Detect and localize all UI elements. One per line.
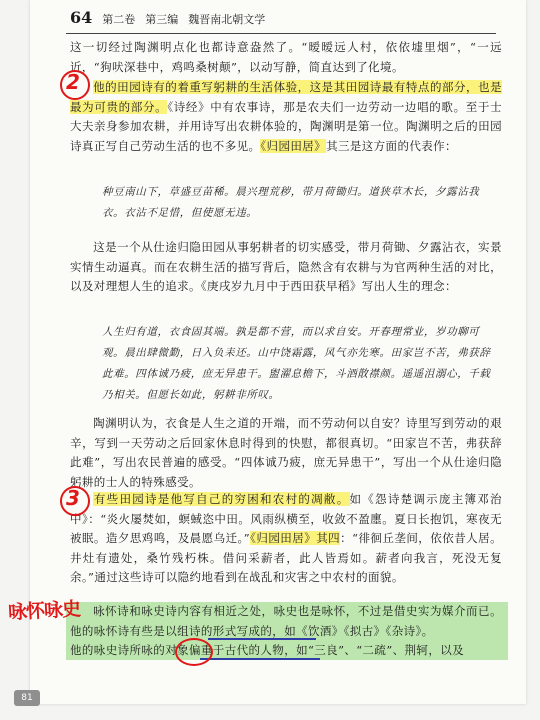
paragraph-text: 《诗经》中有农事诗，那是农夫们一边劳动一边唱的歌。至于士大夫亲身参加农耕，并用诗写出农耕体验的，陶渊明是第一位。陶渊明之后的田园诗真正写自己劳动生活的也不多见。 [70, 99, 502, 153]
highlight-yellow: 他的田园诗有的着重写躬耕的生活体验，这是其田园诗最有特点的部分，也是最为可贵的部分。 [70, 80, 502, 114]
book-page [30, 0, 526, 704]
page-badge: 81 [14, 690, 40, 706]
chapter-title: 魏晋南北朝文学 [188, 13, 266, 26]
paragraph-text: ：“徘徊丘垄间，依依昔人居。井灶有遗处，桑竹残朽株。借问采薪者，此人皆焉如。薪者向我言，死没无复余。”通过这些诗可以隐约地看到在战乱和灾害之中农村的面貌。 [70, 531, 503, 584]
annotation-number-2: 2 [66, 70, 80, 94]
annotation-number-3: 3 [66, 486, 80, 510]
paragraph-1 [70, 38, 502, 77]
margin-note: 咏怀咏史 [7, 598, 81, 624]
poem-quote-1 [102, 182, 494, 224]
paragraph-text: 这是一个从仕途归隐田园从事躬耕者的切实感受，带月荷锄、夕露沾衣，实景实情生动逼真。而在农耕生活的描写背后，隐然含有农耕与为官两种生活的对比，以及对理想人生的追求。《庚戌岁九月中于西田获早稻》写出人生的理念： [70, 240, 502, 293]
highlight-yellow: 《归园田居》 [260, 138, 327, 153]
poem-text: 种豆南山下，草盛豆苗稀。晨兴理荒秽，带月荷锄归。道狭草木长，夕露沾我衣。衣沾不足惜，但使愿无违。 [102, 186, 480, 219]
paragraph-6 [70, 602, 502, 641]
underline-mark [200, 658, 320, 660]
underline-mark [208, 638, 316, 640]
paragraph-text: 他的咏史诗所咏的对象偏重于古代的人物，如“三良”、“二疏”、荆轲，以及 [70, 643, 465, 657]
paragraph-5 [70, 490, 502, 588]
paragraph-4 [70, 414, 502, 492]
header-rule [66, 33, 496, 34]
part-label: 第三编 [145, 13, 179, 26]
paragraph-2 [70, 78, 502, 156]
poem-quote-2 [102, 322, 494, 406]
paragraph-text: 陶渊明认为，衣食是人生之道的开端，而不劳动何以自安？诗里写到劳动的艰辛，写到一天劳动之后回家休息时得到的快慰，都很真切。“田家岂不苦，弗获辞此难”，写出农民普遍的感受。“四体诚乃疲，庶无异患干”，写出一个从仕途归隐躬耕的士人的特殊感受。 [70, 416, 502, 489]
highlight-yellow: 有些田园诗是他写自己的穷困和农村的凋敝。 [93, 492, 350, 506]
paragraph-text: 咏怀诗和咏史诗内容有相近之处，咏史也是咏怀，不过是借史实为媒介而已。他的咏怀诗有些是以组诗的形式写成的，如《饮酒》《拟古》《杂诗》。 [70, 604, 502, 638]
paragraph-3 [70, 238, 502, 297]
paragraph-text: 这一切经过陶渊明点化也都诗意盎然了。“暧暧远人村，依依墟里烟”，“一远近，“狗吠深巷中，鸡鸣桑树颠”，以动写静，简直达到了化境。 [70, 40, 502, 74]
highlight-yellow: 《归园田居》其四 [250, 531, 341, 545]
paragraph-text: 如《怨诗楚调示庞主簿邓治中》：“炎火屡焚如，螟蜮恣中田。风雨纵横至，收敛不盈廛。夏日长抱饥，寒夜无被眠。造夕思鸡鸣，及晨愿乌迁。” [70, 492, 502, 545]
poem-text: 人生归有道，衣食固其端。孰是都不营，而以求自安。开春理常业，岁功聊可观。晨出肆微勤，日入负耒还。山中饶霜露，风气亦先寒。田家岂不苦，弗获辞此难。四体诚乃疲，庶无异患干。盥濯息檐下，斗酒散襟颜。遥遥沮溺心，千载乃相关。但愿长如此，躬耕非所叹。 [102, 326, 491, 401]
page-number: 64 [70, 8, 93, 27]
paragraph-text: 其三是这方面的代表作： [326, 138, 457, 153]
volume-label: 第二卷 [102, 13, 136, 26]
running-header [70, 8, 496, 30]
circle-mark [175, 638, 213, 666]
